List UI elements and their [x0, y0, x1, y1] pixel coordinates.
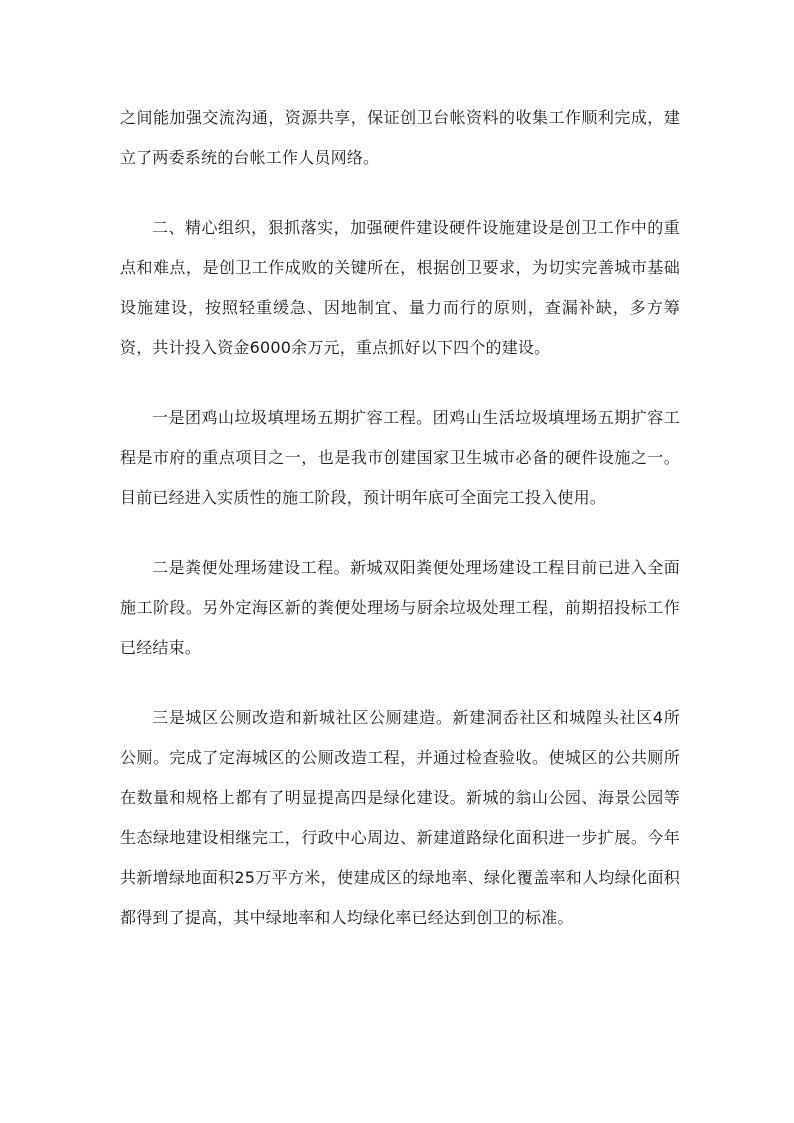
paragraph-toilets-greening: 三是城区公厕改造和新城社区公厕建造。新建洞岙社区和城隍头社区4所公厕。完成了定海城区的公厕改造工程，并通过检查验收。使城区的公共厕所在数量和规格上都有了明显提高四是绿化建设。新城的翁山公园、海景公园等生态绿地建设相继完工，行政中心周边、新建道路绿化面积进一步扩展。今年共新增绿地面积25万平方米，使建成区的绿地率、绿化覆盖率和人均绿化面积都得到了提高，其中绿地率和人均绿化率已经达到创卫的标准。 — [120, 708, 680, 927]
paragraph-section-two: 二、精心组织，狠抓落实，加强硬件建设硬件设施建设是创卫工作中的重点和难点，是创卫工作成败的关键所在，根据创卫要求，为切实完善城市基础设施建设，按照轻重缓急、因地制宜、量力而行的原则，查漏补缺，多方筹资，共计投入资金6000余万元，重点抓好以下四个的建设。 — [120, 218, 680, 357]
paragraph-continuation: 之间能加强交流沟通，资源共享，保证创卫台帐资料的收集工作顺利完成，建立了两委系统的台帐工作人员网络。 — [120, 108, 680, 167]
paragraph-landfill-project: 一是团鸡山垃圾填埋场五期扩容工程。团鸡山生活垃圾填埋场五期扩容工程是市府的重点项目之一，也是我市创建国家卫生城市必备的硬件设施之一。目前已经进入实质性的施工阶段，预计明年底可全面完工投入使用。 — [120, 408, 680, 507]
document-body — [120, 98, 680, 968]
paragraph-sewage-plant: 二是粪便处理场建设工程。新城双阳粪便处理场建设工程目前已进入全面施工阶段。另外定海区新的粪便处理场与厨余垃圾处理工程，前期招投标工作已经结束。 — [120, 558, 680, 657]
